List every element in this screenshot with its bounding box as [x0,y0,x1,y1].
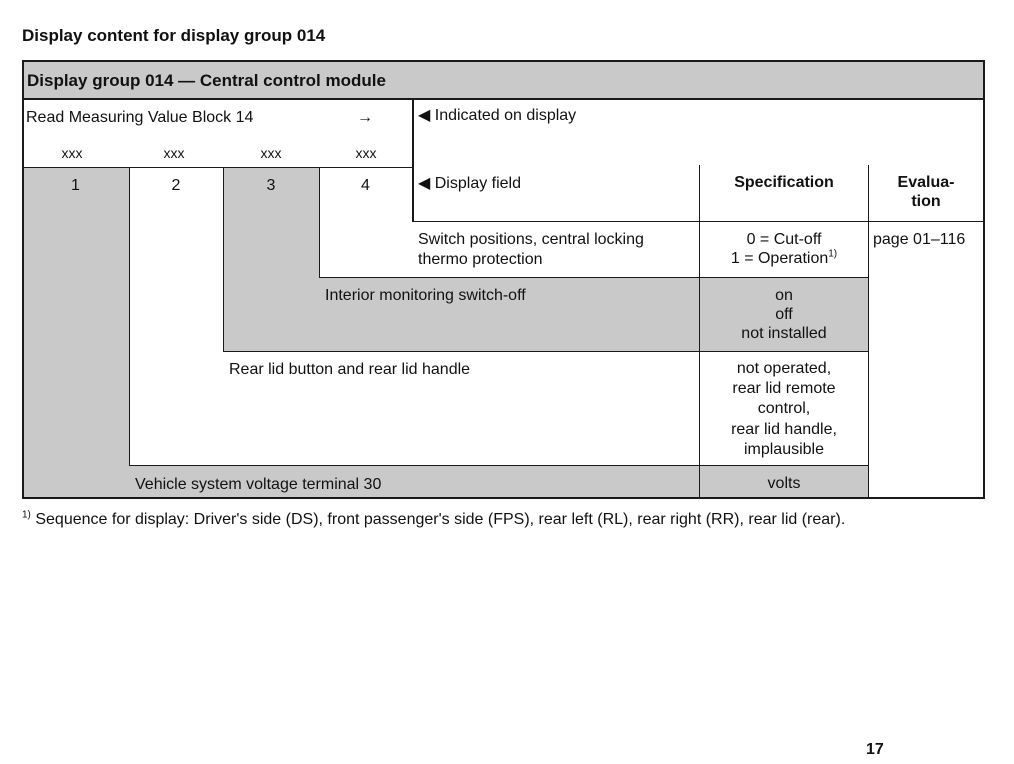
switch-positions-label-line1: Switch positions, central locking [418,231,644,248]
eval-column-divider [868,165,869,498]
interior-row-divider [223,351,869,352]
rear-row-divider [129,465,869,466]
footnote [22,510,845,529]
rear-lid-label: Rear lid button and rear lid handle [229,361,471,378]
voltage-label: Vehicle system voltage terminal 30 [135,476,382,493]
voltage-spec: volts [767,475,801,492]
field-number-1: 1 [71,177,80,194]
field-number-4: 4 [361,177,370,194]
switch-spec-line1: 0 = Cut-off [746,231,822,248]
table-border-right [983,60,985,499]
switch-row-divider [319,277,869,278]
rear-spec-line5: implausible [743,441,825,458]
switch-positions-label-line2: thermo protection [418,251,543,268]
page-number: 17 [866,741,884,758]
evaluation-header-line2: tion [911,193,941,210]
indicated-on-display-label: ◀ Indicated on display [418,107,577,124]
placeholder-2: xxx [163,145,185,161]
page-heading: Display content for display group 014 [22,26,326,45]
placeholder-4: xxx [355,145,377,161]
field-2-stem [129,168,130,466]
rear-spec-line4: rear lid handle, [731,421,837,438]
switch-evaluation-page: page 01–116 [873,231,966,248]
placeholder-3: xxx [260,145,282,161]
table-border-bottom [22,497,985,499]
field-3-shade [223,168,319,352]
evaluation-header-line1: Evalua- [897,174,955,191]
placeholder-1: xxx [61,145,83,161]
field-3-stem [223,168,224,352]
interior-monitoring-label: Interior monitoring switch-off [325,287,526,304]
rear-spec-line3: control, [757,400,811,417]
interior-spec-off: off [775,306,793,323]
interior-spec-not-installed: not installed [741,325,827,342]
table-title: Display group 014 — Central control module [27,71,386,90]
footnote-marker: 1) [22,509,31,521]
table-title-divider [22,98,985,100]
switch-spec-line2 [700,249,868,268]
placeholder-row-divider [22,167,413,168]
footnote-reference: 1) [828,248,838,260]
arrow-right: → [357,109,373,126]
read-block-label: Read Measuring Value Block 14 [26,109,254,126]
rear-spec-line1: not operated, [736,360,832,377]
footnote-text: Sequence for display: Driver's side (DS), front passenger's side (FPS), rear left (RL), rear right (RR), rear lid (rear). [35,511,846,528]
field-number-3: 3 [266,177,276,194]
rear-spec-line2: rear lid remote [732,380,836,397]
table-border-top [22,60,985,62]
table-border-left [22,60,24,499]
specification-header: Specification [734,174,834,191]
interior-spec-on: on [775,287,793,304]
display-divider-vertical [412,98,414,222]
switch-spec-text: 1 = Operation [730,250,829,267]
field-number-2: 2 [171,177,181,194]
display-field-label: ◀ Display field [418,175,522,192]
field-1-shade [22,168,129,498]
